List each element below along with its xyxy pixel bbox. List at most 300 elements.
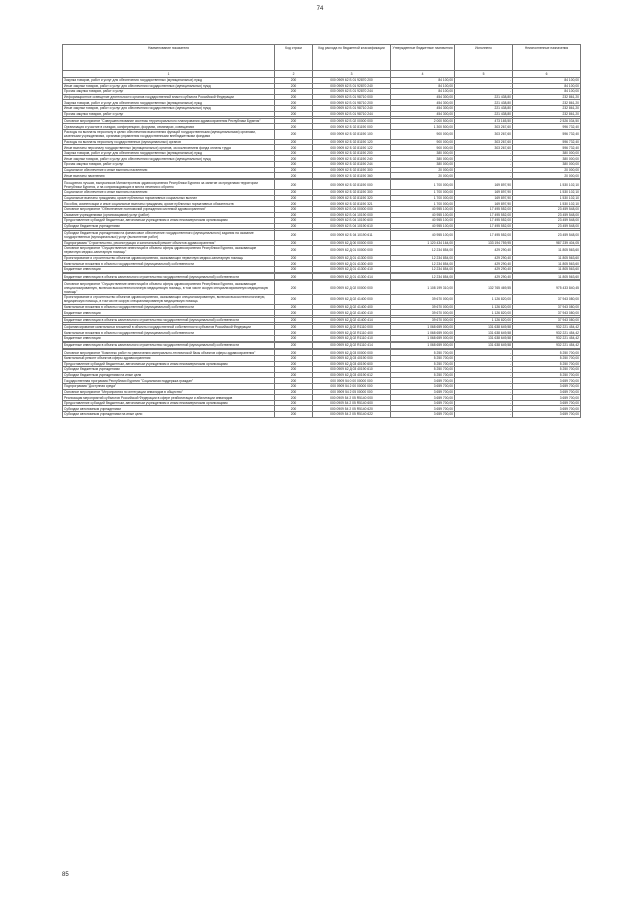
table-header-row (63, 45, 581, 71)
cell-name: Субсидии автономным учреждениям на иные цели (63, 412, 275, 418)
cell-executed: 221 438,80 (455, 111, 513, 117)
cell-approved: 5 250 700,00 (391, 367, 455, 373)
cell-executed: 429 290,40 (455, 255, 513, 261)
cell-executed: 131 638 649,58 (455, 324, 513, 330)
cell-executed: - (455, 156, 513, 162)
cell-classification-code: 000 0909 62 Д 00 00000 000 (313, 240, 391, 246)
cell-executed: 169 897,90 (455, 201, 513, 207)
cell-unexecuted: 2 526 034,50 (513, 118, 581, 124)
cell-approved: 84 100,00 (391, 83, 455, 89)
header-approved-appropriations: Утвержденные бюджетные назначения (391, 45, 455, 71)
cell-approved: 40 955 100,00 (391, 206, 455, 212)
cell-approved: 40 955 100,00 (391, 218, 455, 224)
cell-unexecuted: 84 100,00 (513, 89, 581, 95)
cell-line-code: 200 (275, 324, 313, 330)
cell-executed: 1 126 820,00 (455, 317, 513, 323)
cell-approved: 12 234 854,00 (391, 261, 455, 267)
cell-classification-code: 000 0909 62 Д 02 41400 000 (313, 295, 391, 305)
page-number-bottom: 85 (62, 872, 69, 878)
cell-classification-code: 000 0909 62 Б 04 10190 611 (313, 230, 391, 240)
cell-unexecuted: 380 000,00 (513, 156, 581, 162)
cell-unexecuted: 5 250 700,00 (513, 367, 581, 373)
cell-line-code: 200 (275, 343, 313, 349)
table-row (63, 246, 581, 256)
cell-approved: 12 234 854,00 (391, 246, 455, 256)
cell-unexecuted: 20 000,00 (513, 173, 581, 179)
cell-line-code: 200 (275, 201, 313, 207)
cell-executed: - (455, 400, 513, 406)
cell-approved: 5 250 700,00 (391, 372, 455, 378)
cell-executed: - (455, 150, 513, 156)
cell-name: Иные закупки товаров, работ и услуг для обеспечения государственных (муниципальных) нужд (63, 156, 275, 162)
cell-line-code: 200 (275, 150, 313, 156)
cell-classification-code: 000 0909 62 Д 03 40190 600 (313, 361, 391, 367)
cell-classification-code: 000 0909 62 Д 01 00000 000 (313, 246, 391, 256)
cell-classification-code: 000 0909 62 Д 02 R1110 410 (313, 335, 391, 341)
cell-name: Проектирование и строительство объектов здравоохранения, оказывающих специализированную, включая высокотехнологичную, медицинскую помощь, в том числе скорую специализированную медицинскую помощь (63, 295, 275, 305)
cell-name: Основное мероприятие "Осуществление инвестиций в объекты сферы здравоохранения Республики Бурятия, оказывающие специализированную, включая высокотехнологичную медицинскую помощь, в том числе скорую специализированную медицинскую помощь" (63, 281, 275, 295)
cell-executed: 131 638 649,58 (455, 335, 513, 341)
cell-line-code: 200 (275, 335, 313, 341)
cell-line-code: 200 (275, 355, 313, 361)
cell-executed: - (455, 89, 513, 95)
cell-classification-code: 000 0909 62 Б 04 10190 610 (313, 223, 391, 229)
header-executed: Исполнено (455, 45, 513, 71)
cell-executed: 133 194 759,95 (455, 240, 513, 246)
cell-approved: 40 955 100,00 (391, 230, 455, 240)
cell-name: Закупка товаров, работ и услуг для обеспечения государственных (муниципальных) нужд (63, 77, 275, 83)
cell-executed: 17 495 552,00 (455, 212, 513, 218)
column-index: 6 (513, 71, 581, 78)
cell-name: Бюджетные инвестиции (63, 310, 275, 316)
cell-approved: 1 068 659 000,00 (391, 343, 455, 349)
cell-classification-code: 000 0909 62 Д 02 41400 414 (313, 317, 391, 323)
column-index: 1 (63, 71, 275, 78)
cell-unexecuted: 232 861,20 (513, 105, 581, 111)
cell-unexecuted: 37 943 080,00 (513, 295, 581, 305)
cell-approved: 1 120 434 164,00 (391, 240, 455, 246)
cell-name: Иные закупки товаров, работ и услуг для обеспечения государственных (муниципальных) нужд (63, 105, 275, 111)
cell-classification-code: 000 0909 62 Б 04 00000 000 (313, 206, 391, 212)
column-index: 3 (313, 71, 391, 78)
cell-name: Оказание учреждениями (организациями) услуг (работ) (63, 212, 275, 218)
cell-classification-code: 000 0909 62 Б 02 81190 300 (313, 190, 391, 196)
cell-name: Бюджетные инвестиции в объекты капитального строительства государственной (муниципальной) собственности (63, 317, 275, 323)
cell-approved: 3 659 700,00 (391, 389, 455, 395)
cell-classification-code: 000 0909 62 Б 02 81190 300 (313, 167, 391, 173)
cell-line-code: 200 (275, 94, 313, 100)
header-budget-classification-code: Код расхода по бюджетной классификации (313, 45, 391, 71)
cell-unexecuted: 380 000,00 (513, 162, 581, 168)
cell-line-code: 200 (275, 190, 313, 196)
cell-unexecuted: 3 659 700,00 (513, 400, 581, 406)
cell-name: Прочая закупка товаров, работ и услуг (63, 111, 275, 117)
cell-classification-code: 000 0909 62 Б 04 10190 000 (313, 212, 391, 218)
cell-approved: 1 700 000,00 (391, 195, 455, 201)
cell-unexecuted: 20 000,00 (513, 167, 581, 173)
cell-executed: 132 765 469,55 (455, 281, 513, 295)
cell-approved: 380 000,00 (391, 162, 455, 168)
cell-unexecuted: 1 530 102,10 (513, 201, 581, 207)
cell-unexecuted: 5 250 700,00 (513, 355, 581, 361)
cell-unexecuted: 932 221 454,42 (513, 324, 581, 330)
cell-classification-code: 000 0909 54 2 05 R5140 620 (313, 406, 391, 412)
cell-unexecuted: 11 805 563,60 (513, 261, 581, 267)
header-indicator-name: Наименование показателя (63, 45, 275, 71)
cell-classification-code: 000 0909 62 Д 01 41300 000 (313, 255, 391, 261)
cell-approved: 454 300,00 (391, 105, 455, 111)
cell-approved: 1 068 659 000,00 (391, 335, 455, 341)
cell-executed: 221 438,80 (455, 105, 513, 111)
cell-unexecuted: 596 732,40 (513, 129, 581, 139)
cell-classification-code: 000 0909 54 2 05 R5140 000 (313, 395, 391, 401)
cell-executed: - (455, 395, 513, 401)
cell-classification-code: 000 0909 54 2 05 R5140 622 (313, 412, 391, 418)
cell-unexecuted: 84 100,00 (513, 83, 581, 89)
cell-name: Организация и участие в съездах, конференциях, форумах, семинарах, совещаниях (63, 124, 275, 130)
page-number-top: 74 (316, 6, 324, 12)
cell-unexecuted: 23 459 548,00 (513, 218, 581, 224)
cell-name: Бюджетные инвестиции (63, 267, 275, 273)
cell-approved: 3 659 700,00 (391, 406, 455, 412)
cell-line-code: 200 (275, 223, 313, 229)
cell-name: Основное мероприятие "Мероприятия по интеграции инвалидов в общество" (63, 389, 275, 395)
cell-approved: 12 234 854,00 (391, 267, 455, 273)
cell-classification-code: 000 0909 62 Б 04 10190 600 (313, 218, 391, 224)
cell-name: Субсидии бюджетным учреждениям на иные цели (63, 372, 275, 378)
cell-executed: 169 897,90 (455, 190, 513, 196)
cell-line-code: 200 (275, 389, 313, 395)
cell-name: Государственная программа Республики Бурятия "Социальная поддержка граждан" (63, 378, 275, 384)
cell-classification-code: 000 0909 62 Б 02 81190 100 (313, 129, 391, 139)
cell-line-code: 200 (275, 100, 313, 106)
cell-name: Закупка товаров, работ и услуг для обеспечения государственных (муниципальных) нужд (63, 150, 275, 156)
cell-approved: 5 250 700,00 (391, 361, 455, 367)
cell-name: Расходы на выплаты персоналу в целях обеспечения выполнения функций государственными (муниципальными) органами, казенными учреждениями, органами управления государственными внебюджетными фондами (63, 129, 275, 139)
cell-line-code: 200 (275, 89, 313, 95)
cell-line-code: 200 (275, 77, 313, 83)
table-body (63, 77, 581, 417)
cell-classification-code: 000 0909 62 Д 01 41300 414 (313, 274, 391, 280)
cell-classification-code: 000 0909 62 Д 03 40190 612 (313, 372, 391, 378)
cell-unexecuted: 23 459 548,00 (513, 230, 581, 240)
cell-approved: 40 955 100,00 (391, 223, 455, 229)
cell-approved: 380 000,00 (391, 156, 455, 162)
cell-name: Предоставление субсидий бюджетным, автономным учреждениям и иным некоммерческим организациям (63, 400, 275, 406)
cell-executed: 1 126 820,00 (455, 304, 513, 310)
cell-executed: - (455, 77, 513, 83)
cell-classification-code: 000 0909 62 Б 01 98710 244 (313, 111, 391, 117)
cell-approved: 39 670 000,00 (391, 310, 455, 316)
cell-line-code: 200 (275, 372, 313, 378)
cell-approved: 1 068 659 000,00 (391, 324, 455, 330)
cell-executed: 1 126 820,00 (455, 295, 513, 305)
column-index-row (63, 71, 581, 78)
cell-unexecuted: 84 100,00 (513, 77, 581, 83)
cell-name: Бюджетные инвестиции (63, 335, 275, 341)
cell-unexecuted: 11 805 563,60 (513, 246, 581, 256)
cell-line-code: 200 (275, 139, 313, 145)
cell-classification-code: 000 0909 62 Б 02 81190 122 (313, 145, 391, 151)
cell-unexecuted: 23 459 548,00 (513, 223, 581, 229)
cell-approved: 5 250 700,00 (391, 355, 455, 361)
cell-executed: 303 267,60 (455, 145, 513, 151)
cell-name: Проектирование и строительство объектов здравоохранения, оказывающих первичную медико-санитарную помощь (63, 255, 275, 261)
cell-classification-code: 000 0909 62 Б 01 98710 000 (313, 94, 391, 100)
cell-approved: 1 700 000,00 (391, 201, 455, 207)
table-row (63, 281, 581, 295)
cell-executed: 303 267,60 (455, 124, 513, 130)
cell-line-code: 200 (275, 310, 313, 316)
cell-classification-code: 000 0909 54 2 05 R5140 600 (313, 400, 391, 406)
cell-approved: 3 659 700,00 (391, 412, 455, 418)
cell-approved: 84 100,00 (391, 89, 455, 95)
cell-classification-code: 000 0909 54 2 00 00000 000 (313, 383, 391, 389)
cell-unexecuted: 3 659 700,00 (513, 412, 581, 418)
cell-name: Поощрения лучших, выпускников Министерством здравоохранения Республики Бурятия за занятие за пределами территории Республики Бурятия, и на сопровождающих в места лечения и обратно (63, 180, 275, 190)
cell-name: Основное мероприятие "Совершенствование системы территориального планирования здравоохранения Республики Бурятия" (63, 118, 275, 124)
cell-executed: - (455, 361, 513, 367)
cell-name: Информационное освещение деятельности органов государственной власти субъекта Российской Федерации (63, 94, 275, 100)
cell-line-code: 200 (275, 350, 313, 356)
cell-unexecuted: 996 732,40 (513, 124, 581, 130)
cell-unexecuted: 37 943 080,00 (513, 304, 581, 310)
cell-classification-code: 000 0909 62 Б 02 81190 244 (313, 162, 391, 168)
cell-name: Социальное обеспечение и иные выплаты населению (63, 167, 275, 173)
cell-approved: 1 108 199 310,00 (391, 281, 455, 295)
cell-approved: 84 100,00 (391, 77, 455, 83)
cell-unexecuted: 975 433 840,45 (513, 281, 581, 295)
cell-unexecuted: 232 861,20 (513, 94, 581, 100)
cell-approved: 900 000,00 (391, 145, 455, 151)
cell-unexecuted: 380 000,00 (513, 150, 581, 156)
cell-executed: 221 438,80 (455, 94, 513, 100)
cell-approved: 3 659 700,00 (391, 378, 455, 384)
cell-name: Прочая закупка товаров, работ и услуг (63, 89, 275, 95)
cell-name: Основное мероприятие "Осуществление инвестиций в объекты сферы здравоохранения Республики Бурятия, оказывающие первичную медико-санитарную помощь" (63, 246, 275, 256)
cell-unexecuted: 3 659 700,00 (513, 389, 581, 395)
cell-approved: 900 000,00 (391, 139, 455, 145)
cell-classification-code: 000 0909 62 Б 02 81190 200 (313, 150, 391, 156)
cell-name: Иные выплаты персоналу государственных (муниципальных) органов, за исключением фонда оплаты труда (63, 145, 275, 151)
cell-executed: 429 290,40 (455, 261, 513, 267)
cell-classification-code: 000 0909 62 Б 01 92870 200 (313, 77, 391, 83)
cell-unexecuted: 232 861,20 (513, 111, 581, 117)
cell-executed: 169 897,90 (455, 180, 513, 190)
cell-name: Иные выплаты населению (63, 173, 275, 179)
cell-approved: 2 000 500,00 (391, 118, 455, 124)
cell-line-code: 200 (275, 261, 313, 267)
cell-name: Субсидии автономным учреждениям (63, 406, 275, 412)
cell-executed: 221 438,80 (455, 100, 513, 106)
cell-classification-code: 000 0909 54 0 00 00000 000 (313, 378, 391, 384)
cell-classification-code: 000 0909 62 Д 01 41300 410 (313, 267, 391, 273)
cell-approved: 3 659 700,00 (391, 400, 455, 406)
cell-approved: 12 234 854,00 (391, 255, 455, 261)
cell-executed: 131 638 649,58 (455, 343, 513, 349)
cell-classification-code: 000 0909 62 Б 02 00000 000 (313, 118, 391, 124)
cell-executed: - (455, 367, 513, 373)
cell-unexecuted: 232 861,20 (513, 100, 581, 106)
cell-line-code: 200 (275, 129, 313, 139)
cell-unexecuted: 11 805 563,60 (513, 274, 581, 280)
cell-line-code: 200 (275, 367, 313, 373)
cell-classification-code: 000 0909 62 Д 02 R1110 000 (313, 324, 391, 330)
cell-classification-code: 000 0909 62 Д 02 41400 400 (313, 304, 391, 310)
cell-line-code: 200 (275, 212, 313, 218)
cell-classification-code: 000 0909 62 Б 02 81190 120 (313, 139, 391, 145)
cell-unexecuted: 3 659 700,00 (513, 378, 581, 384)
cell-unexecuted: 3 659 700,00 (513, 383, 581, 389)
cell-executed: - (455, 389, 513, 395)
cell-name: Капитальные вложения в объекты государственной (муниципальной) собственности (63, 330, 275, 336)
table-row (63, 230, 581, 240)
cell-executed: - (455, 412, 513, 418)
cell-classification-code: 000 0909 62 Д 03 40190 610 (313, 367, 391, 373)
cell-executed: 473 165,50 (455, 118, 513, 124)
cell-line-code: 200 (275, 304, 313, 310)
cell-classification-code: 000 0909 62 Д 03 00000 000 (313, 350, 391, 356)
cell-classification-code: 000 0909 54 2 05 00000 000 (313, 389, 391, 395)
cell-name: Капитальные вложения в объекты государственной (муниципальной) собственности (63, 261, 275, 267)
cell-line-code: 200 (275, 145, 313, 151)
cell-executed: 303 267,60 (455, 139, 513, 145)
cell-unexecuted: 1 530 102,10 (513, 180, 581, 190)
cell-line-code: 200 (275, 378, 313, 384)
cell-line-code: 200 (275, 218, 313, 224)
cell-name: Расходы на выплаты персоналу государственных (муниципальных) органов (63, 139, 275, 145)
cell-unexecuted: 932 221 454,42 (513, 343, 581, 349)
cell-line-code: 200 (275, 295, 313, 305)
cell-classification-code: 000 0909 62 Д 01 41300 400 (313, 261, 391, 267)
cell-classification-code: 000 0909 62 Б 02 81190 000 (313, 124, 391, 130)
table-row (63, 412, 581, 418)
cell-name: Реализация мероприятий субъектов Российской Федерации в сфере реабилитации и абилитации инвалидов (63, 395, 275, 401)
cell-classification-code: 000 0909 62 Д 02 R1110 414 (313, 343, 391, 349)
cell-name: Социальные выплаты гражданам, кроме публичных нормативных социальных выплат (63, 195, 275, 201)
table-row (63, 295, 581, 305)
cell-name: Подпрограмма "Строительство, реконструкция и капитальный ремонт объектов здравоохранения" (63, 240, 275, 246)
cell-executed: - (455, 83, 513, 89)
cell-line-code: 200 (275, 206, 313, 212)
cell-executed: - (455, 406, 513, 412)
cell-executed: - (455, 173, 513, 179)
cell-unexecuted: 596 732,40 (513, 139, 581, 145)
cell-line-code: 200 (275, 400, 313, 406)
cell-line-code: 200 (275, 124, 313, 130)
cell-name: Социальное обеспечение и иные выплаты населению (63, 190, 275, 196)
header-line-code: Код строки (275, 45, 313, 71)
cell-approved: 40 955 100,00 (391, 212, 455, 218)
cell-approved: 5 250 700,00 (391, 350, 455, 356)
cell-unexecuted: 1 530 102,10 (513, 190, 581, 196)
cell-unexecuted: 11 805 563,60 (513, 255, 581, 261)
cell-approved: 454 300,00 (391, 100, 455, 106)
cell-approved: 1 068 659 000,00 (391, 330, 455, 336)
cell-name: Субсидии бюджетным учреждениям (63, 223, 275, 229)
cell-name: Основное мероприятие "Обеспечение полномочий учреждения системой здравоохранения" (63, 206, 275, 212)
cell-classification-code: 000 0909 62 Б 02 81190 240 (313, 156, 391, 162)
cell-approved: 1 700 000,00 (391, 190, 455, 196)
cell-line-code: 200 (275, 195, 313, 201)
cell-name: Иные закупки товаров, работ и услуг для обеспечения государственных (муниципальных) нужд (63, 83, 275, 89)
cell-executed: - (455, 383, 513, 389)
cell-executed: 169 897,90 (455, 195, 513, 201)
cell-unexecuted: 5 250 700,00 (513, 361, 581, 367)
cell-unexecuted: 987 239 404,05 (513, 240, 581, 246)
cell-name: Капитальный ремонт объектов сферы здравоохранения (63, 355, 275, 361)
cell-approved: 39 670 000,00 (391, 295, 455, 305)
cell-name: Пособия, компенсации и иные социальные выплаты гражданам, кроме публичных нормативных обязательств (63, 201, 275, 207)
cell-approved: 20 000,00 (391, 173, 455, 179)
cell-executed: - (455, 162, 513, 168)
cell-line-code: 200 (275, 267, 313, 273)
cell-name: Подпрограмма "Доступная среда" (63, 383, 275, 389)
table-row (63, 129, 581, 139)
cell-line-code: 200 (275, 361, 313, 367)
cell-line-code: 200 (275, 330, 313, 336)
cell-unexecuted: 37 943 080,00 (513, 317, 581, 323)
cell-line-code: 200 (275, 118, 313, 124)
cell-name: Субсидии бюджетным учреждениям (63, 367, 275, 373)
cell-executed: - (455, 355, 513, 361)
cell-classification-code: 000 0909 62 Б 02 81190 360 (313, 173, 391, 179)
column-index: 4 (391, 71, 455, 78)
cell-approved: 900 000,00 (391, 129, 455, 139)
cell-approved: 39 670 000,00 (391, 317, 455, 323)
cell-line-code: 200 (275, 83, 313, 89)
cell-name: Основное мероприятие "Комплекс работ по увеличению материально-технической базы объектов сферы здравоохранения" (63, 350, 275, 356)
cell-classification-code: 000 0909 62 Б 01 92870 240 (313, 83, 391, 89)
cell-classification-code: 000 0909 62 Д 02 00000 000 (313, 281, 391, 295)
cell-unexecuted: 932 221 454,42 (513, 330, 581, 336)
cell-line-code: 200 (275, 255, 313, 261)
cell-unexecuted: 596 732,40 (513, 145, 581, 151)
cell-line-code: 200 (275, 173, 313, 179)
table-row (63, 180, 581, 190)
cell-line-code: 200 (275, 162, 313, 168)
cell-executed: 17 495 552,00 (455, 223, 513, 229)
cell-name: Предоставление субсидий бюджетным, автономным учреждениям и иным некоммерческим организациям (63, 218, 275, 224)
cell-unexecuted: 1 530 102,10 (513, 195, 581, 201)
cell-executed: 131 638 649,58 (455, 330, 513, 336)
cell-name: Закупка товаров, работ и услуг для обеспечения государственных (муниципальных) нужд (63, 100, 275, 106)
cell-name: Субсидии бюджетным учреждениям на финансовое обеспечение государственного (муниципального) задания на оказание государственных (муниципальных) услуг (выполнение работ) (63, 230, 275, 240)
cell-line-code: 200 (275, 105, 313, 111)
cell-classification-code: 000 0909 62 Б 02 81190 000 (313, 180, 391, 190)
cell-approved: 454 300,00 (391, 111, 455, 117)
cell-approved: 3 659 700,00 (391, 383, 455, 389)
cell-classification-code: 000 0909 62 Б 01 98710 200 (313, 100, 391, 106)
budget-execution-table (62, 44, 581, 418)
cell-classification-code: 000 0909 62 Б 02 81190 321 (313, 201, 391, 207)
cell-unexecuted: 3 659 700,00 (513, 395, 581, 401)
cell-executed: 1 126 820,00 (455, 310, 513, 316)
cell-line-code: 200 (275, 240, 313, 246)
cell-line-code: 200 (275, 167, 313, 173)
cell-executed: 17 495 552,00 (455, 230, 513, 240)
cell-line-code: 200 (275, 274, 313, 280)
cell-executed: - (455, 378, 513, 384)
cell-line-code: 200 (275, 281, 313, 295)
cell-unexecuted: 5 250 700,00 (513, 372, 581, 378)
cell-executed: 17 495 552,00 (455, 218, 513, 224)
cell-executed: - (455, 350, 513, 356)
cell-approved: 454 300,00 (391, 94, 455, 100)
cell-name: Софинансирование капитальных вложений в объекты государственной собственности субъектов Российской Федерации (63, 324, 275, 330)
column-index: 5 (455, 71, 513, 78)
cell-executed: 429 290,40 (455, 274, 513, 280)
